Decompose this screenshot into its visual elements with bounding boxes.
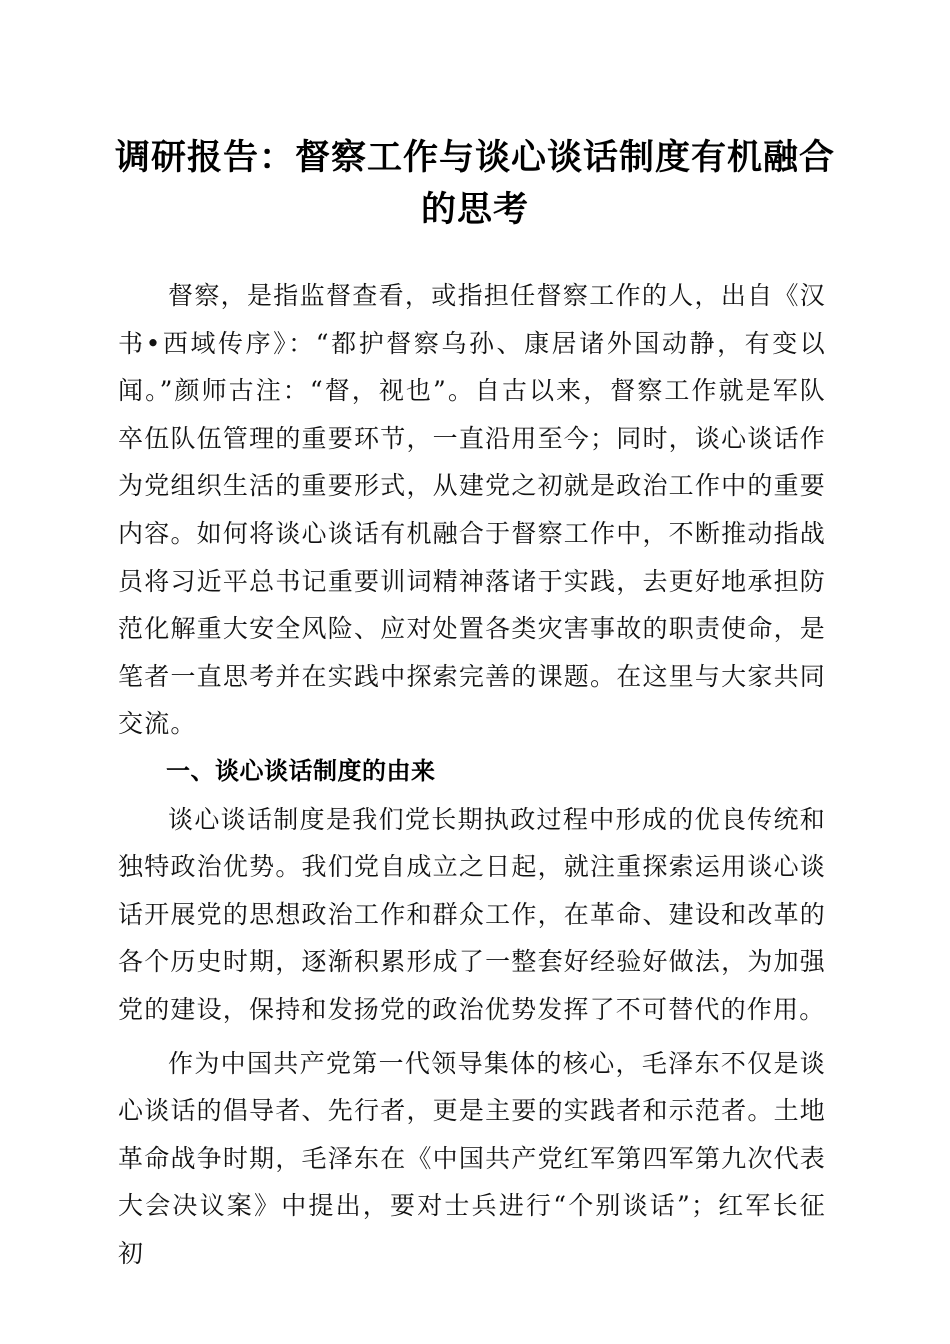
document-body [118,272,826,1277]
document-title-line-1: 调研报告：督察工作与谈心谈话制度有机融合 [114,137,835,178]
document-title-line-2: 的思考 [420,189,529,230]
section-1-paragraph-2: 作为中国共产党第一代领导集体的核心，毛泽东不仅是谈心谈话的倡导者、先行者，更是主要的实践者和示范者。土地革命战争时期，毛泽东在《中国共产党红军第四军第九次代表大会决议案》中提出，要对士兵进行“个别谈话”；红军长征初 [118,1048,826,1268]
intro-paragraph: 督察，是指监督查看，或指担任督察工作的人，出自《汉书•西域传序》：“都护督察乌孙、康居诸外国动静，有变以闻。”颜师古注：“督，视也”。自古以来，督察工作就是军队卒伍队伍管理的重要环节，一直沿用至今；同时，谈心谈话作为党组织生活的重要形式，从建党之初就是政治工作中的重要内容。如何将谈心谈话有机融合于督察工作中，不断推动指战员将习近平总书记重要训词精神落诸于实践，去更好地承担防范化解重大安全风险、应对处置各类灾害事故的职责使命，是笔者一直思考并在实践中探索完善的课题。在这里与大家共同交流。 [118,281,826,739]
section-1-heading: 一、谈心谈话制度的由来 [166,756,436,785]
section-1-paragraph-1: 谈心谈话制度是我们党长期执政过程中形成的优良传统和独特政治优势。我们党自成立之日起，就注重探索运用谈心谈话开展党的思想政治工作和群众工作，在革命、建设和改革的各个历史时期，逐渐积累形成了一整套好经验好做法，为加强党的建设，保持和发扬党的政治优势发挥了不可替代的作用。 [118,804,826,1024]
